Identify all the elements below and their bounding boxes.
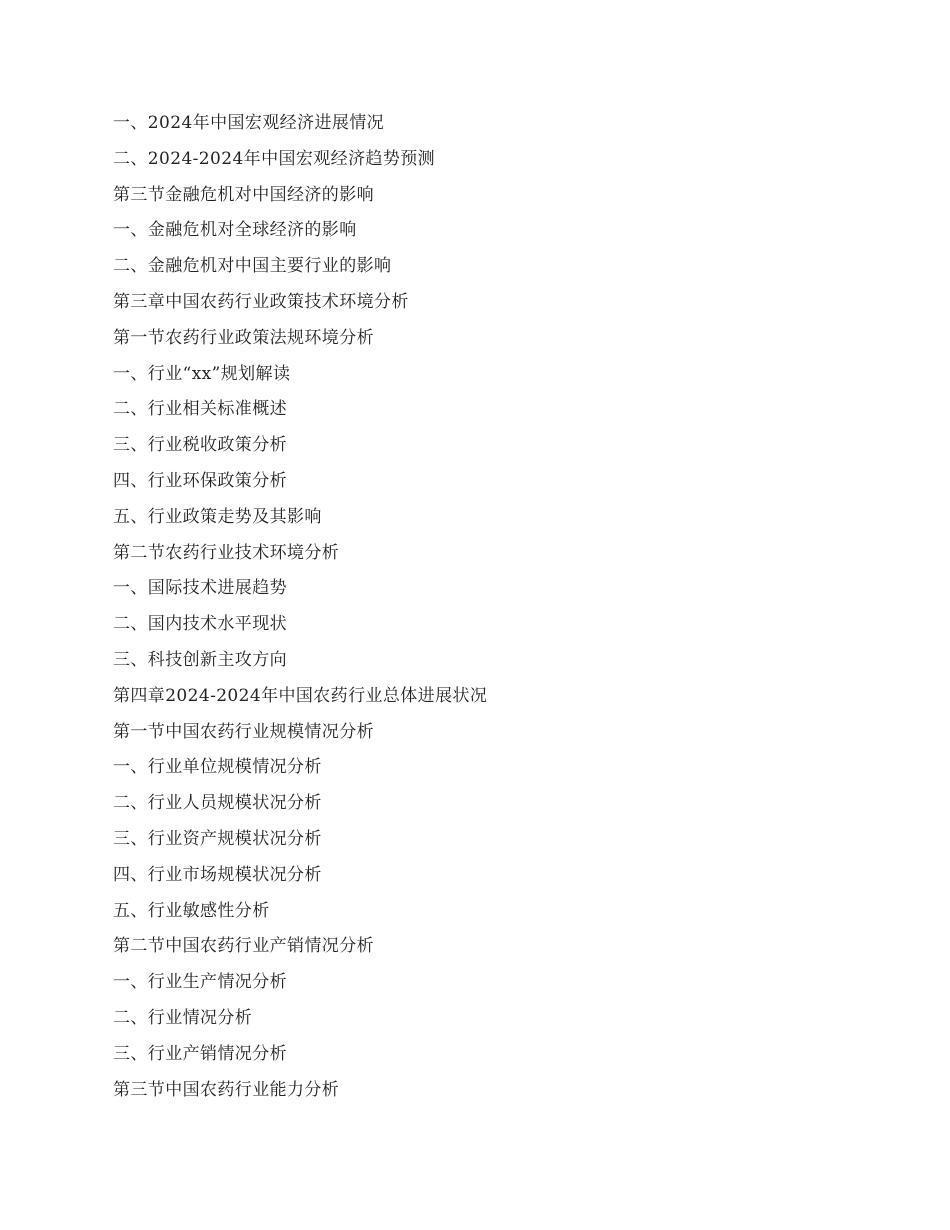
toc-entry: 第二节中国农药行业产销情况分析 — [113, 936, 374, 957]
toc-entry: 第四章2024-2024年中国农药行业总体进展状况 — [113, 685, 488, 706]
toc-entry: 一、行业单位规模情况分析 — [113, 757, 322, 778]
toc-entry: 一、金融危机对全球经济的影响 — [113, 220, 357, 241]
toc-entry: 二、2024-2024年中国宏观经济趋势预测 — [113, 148, 436, 169]
toc-entry: 第三章中国农药行业政策技术环境分析 — [113, 291, 409, 312]
toc-entry: 一、行业“xx”规划解读 — [113, 363, 291, 384]
toc-entry: 第二节农药行业技术环境分析 — [113, 542, 340, 563]
toc-entry: 一、国际技术进展趋势 — [113, 578, 287, 599]
table-of-contents — [113, 106, 893, 1108]
toc-entry: 二、金融危机对中国主要行业的影响 — [113, 256, 392, 277]
toc-entry: 五、行业敏感性分析 — [113, 900, 270, 921]
toc-entry: 一、2024年中国宏观经济进展情况 — [113, 113, 385, 133]
toc-entry: 四、行业环保政策分析 — [113, 470, 287, 491]
toc-entry: 三、行业税收政策分析 — [113, 435, 287, 456]
toc-entry: 一、行业生产情况分析 — [113, 972, 287, 993]
toc-entry: 二、行业相关标准概述 — [113, 399, 287, 420]
toc-entry: 第三节中国农药行业能力分析 — [113, 1079, 340, 1100]
toc-entry: 二、行业情况分析 — [113, 1007, 253, 1028]
toc-entry: 第一节农药行业政策法规环境分析 — [113, 327, 374, 348]
toc-entry: 五、行业政策走势及其影响 — [113, 506, 322, 527]
toc-entry: 三、行业产销情况分析 — [113, 1043, 287, 1064]
toc-entry: 二、行业人员规模状况分析 — [113, 793, 322, 814]
toc-entry: 四、行业市场规模状况分析 — [113, 864, 322, 885]
toc-entry: 第一节中国农药行业规模情况分析 — [113, 721, 374, 742]
toc-entry: 第三节金融危机对中国经济的影响 — [113, 184, 374, 205]
toc-entry: 二、国内技术水平现状 — [113, 614, 287, 635]
toc-entry: 三、科技创新主攻方向 — [113, 649, 287, 670]
toc-entry: 三、行业资产规模状况分析 — [113, 828, 322, 849]
